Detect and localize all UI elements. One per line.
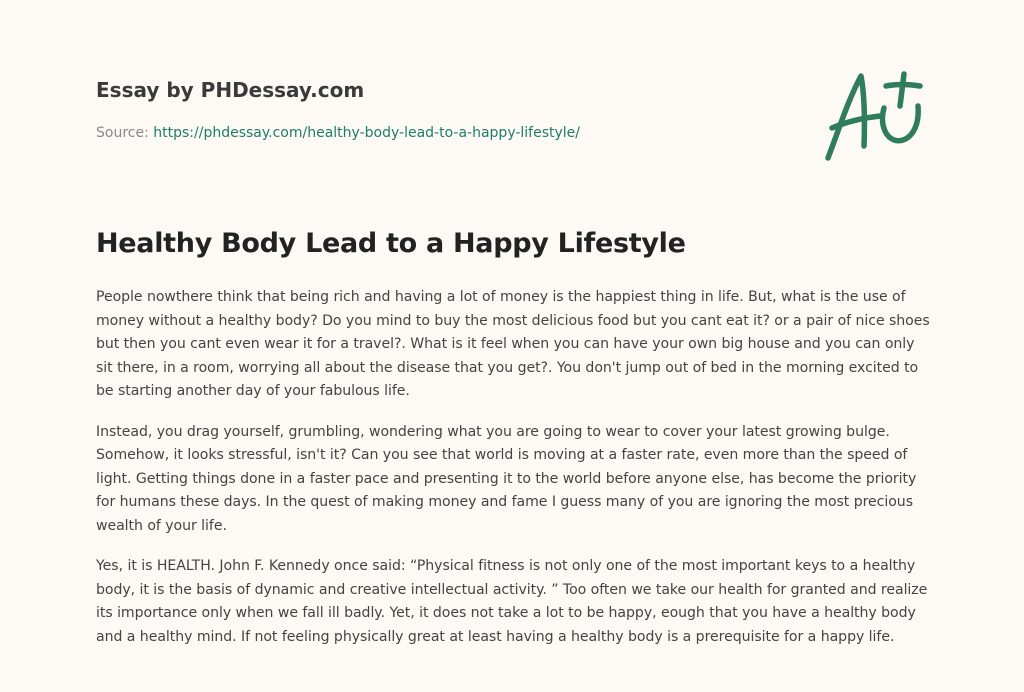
paragraph: Yes, it is HEALTH. John F. Kennedy once said: “Physical fitness is not only one of the most important keys to a healthy body, it is the basis of dynamic and creative intellectual activity. ” Too often we take our health for granted and realize its importance only when we fall ill badly. Yet, it does not take a lot to be happy, eough that you have a healthy body and a healthy mind. If not feeling physically great at least having a healthy body is a prerequisite for a happy life.: [96, 558, 928, 645]
source-label: Source:: [96, 125, 154, 141]
paragraph: People nowthere think that being rich and having a lot of money is the happiest thing in life. But, what is the use of money without a healthy body? Do you mind to buy the most delicious food but you cant eat it? or a pair of nice shoes but then you cant even wear it for a travel?. What is it feel when you can have your own big house and you can only sit there, in a room, worrying all about the disease that you get?. You don't jump out of bed in the morning excited to be starting another day of your fabulous life.: [96, 289, 930, 399]
paragraph: Instead, you drag yourself, grumbling, wondering what you are going to wear to cover your latest growing bulge. Somehow, it looks stressful, isn't it? Can you see that world is moving at a faster rate, even more than the speed of light. Getting things done in a faster pace and presenting it to the world before anyone else, has become the priority for humans these days. In the quest of making money and fame I guess many of you are ignoring the most precious wealth of your life.: [96, 423, 917, 534]
a-plus-logo-icon: [824, 70, 928, 164]
source-link[interactable]: https://phdessay.com/healthy-body-lead-to-a-happy-lifestyle/: [153, 125, 581, 141]
site-brand: Essay by PHDessay.com: [96, 78, 365, 102]
source-line: [96, 124, 796, 142]
essay-header: [96, 77, 796, 142]
essay-body: [96, 286, 930, 666]
essay-title: Healthy Body Lead to a Happy Lifestyle: [96, 228, 686, 259]
